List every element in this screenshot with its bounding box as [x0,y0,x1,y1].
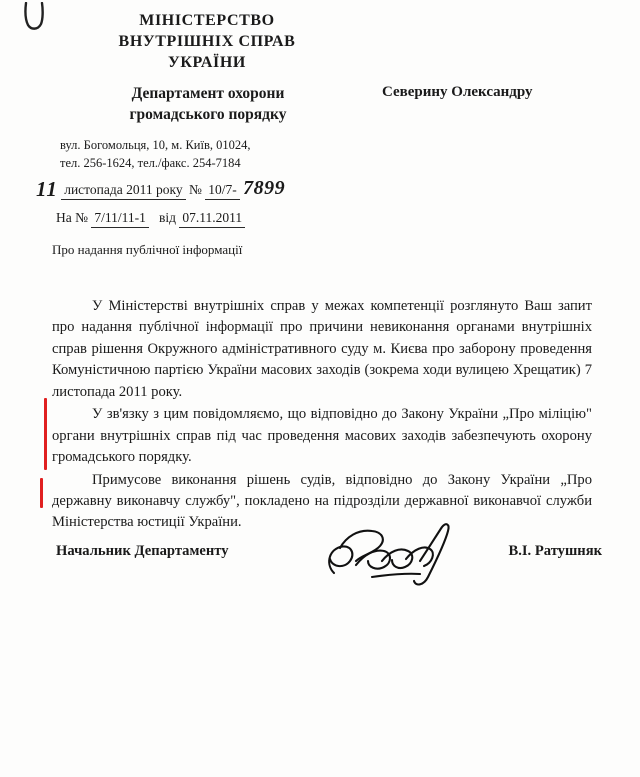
dateline-month-year: листопада 2011 року [61,182,185,200]
reference-line [56,210,245,228]
body-paragraph-2: У зв'язку з цим повідомляємо, що відповідно до Закону України „Про міліцію" органи внутрішніх справ під час проведення масових заходів забезпечують охорону громадського порядку. [52,406,592,466]
ministry-line-1: МІНІСТЕРСТВО [139,12,275,29]
ministry-line-3: УКРАЇНИ [168,54,246,72]
reference-prefix: На № [56,210,88,225]
dateline-day: 11 [36,177,58,201]
stray-pen-mark-icon [22,2,48,32]
reference-incoming-date: 07.11.2011 [179,210,245,228]
address-block [60,137,360,173]
signature-block [0,543,640,583]
address-line-2: тел. 256-1624, тел./факс. 254-7184 [60,155,241,170]
reference-date-label: від [159,210,176,225]
department-line-1: Департамент охорони [131,85,285,102]
dateline [36,175,285,199]
ministry-line-2: ВНУТРІШНІХ СПРАВ [118,33,296,51]
recipient-name: Северину Олександру [382,84,533,100]
dateline-number-handwritten: 7899 [243,177,286,199]
red-margin-mark-1 [44,398,47,470]
department-heading [62,84,354,126]
ministry-heading [62,10,352,73]
dateline-number-label: № [188,182,202,197]
signature-title: Начальник Департаменту [56,543,229,559]
subject-line: Про надання публічної інформації [52,242,243,257]
body-text [52,296,592,535]
body-paragraph-3: Примусове виконання рішень судів, відповідно до Закону України „Про державну виконавчу службу", покладено на підрозділи державної виконавчої служби Міністерства юстиції України. [52,471,592,531]
dateline-number-prefix: 10/7- [205,182,240,200]
address-line-1: вул. Богомольця, 10, м. Київ, 01024, [60,138,251,152]
signatory-name: В.І. Ратушняк [508,543,602,559]
red-margin-mark-2 [40,478,43,508]
department-line-2: громадського порядку [129,105,287,123]
body-paragraph-1: У Міністерстві внутрішніх справ у межах компетенції розглянуто Ваш запит про надання публічної інформації про причини невиконання органами внутрішніх справ рішення Окружного адміністративного суду м. Києва про заборону проведення Комуністичною партією України масових заходів (зокрема ходи вулицею Хрещатик) 7 листопада 2011 року. [52,298,592,400]
reference-incoming-number: 7/11/11-1 [91,210,149,228]
